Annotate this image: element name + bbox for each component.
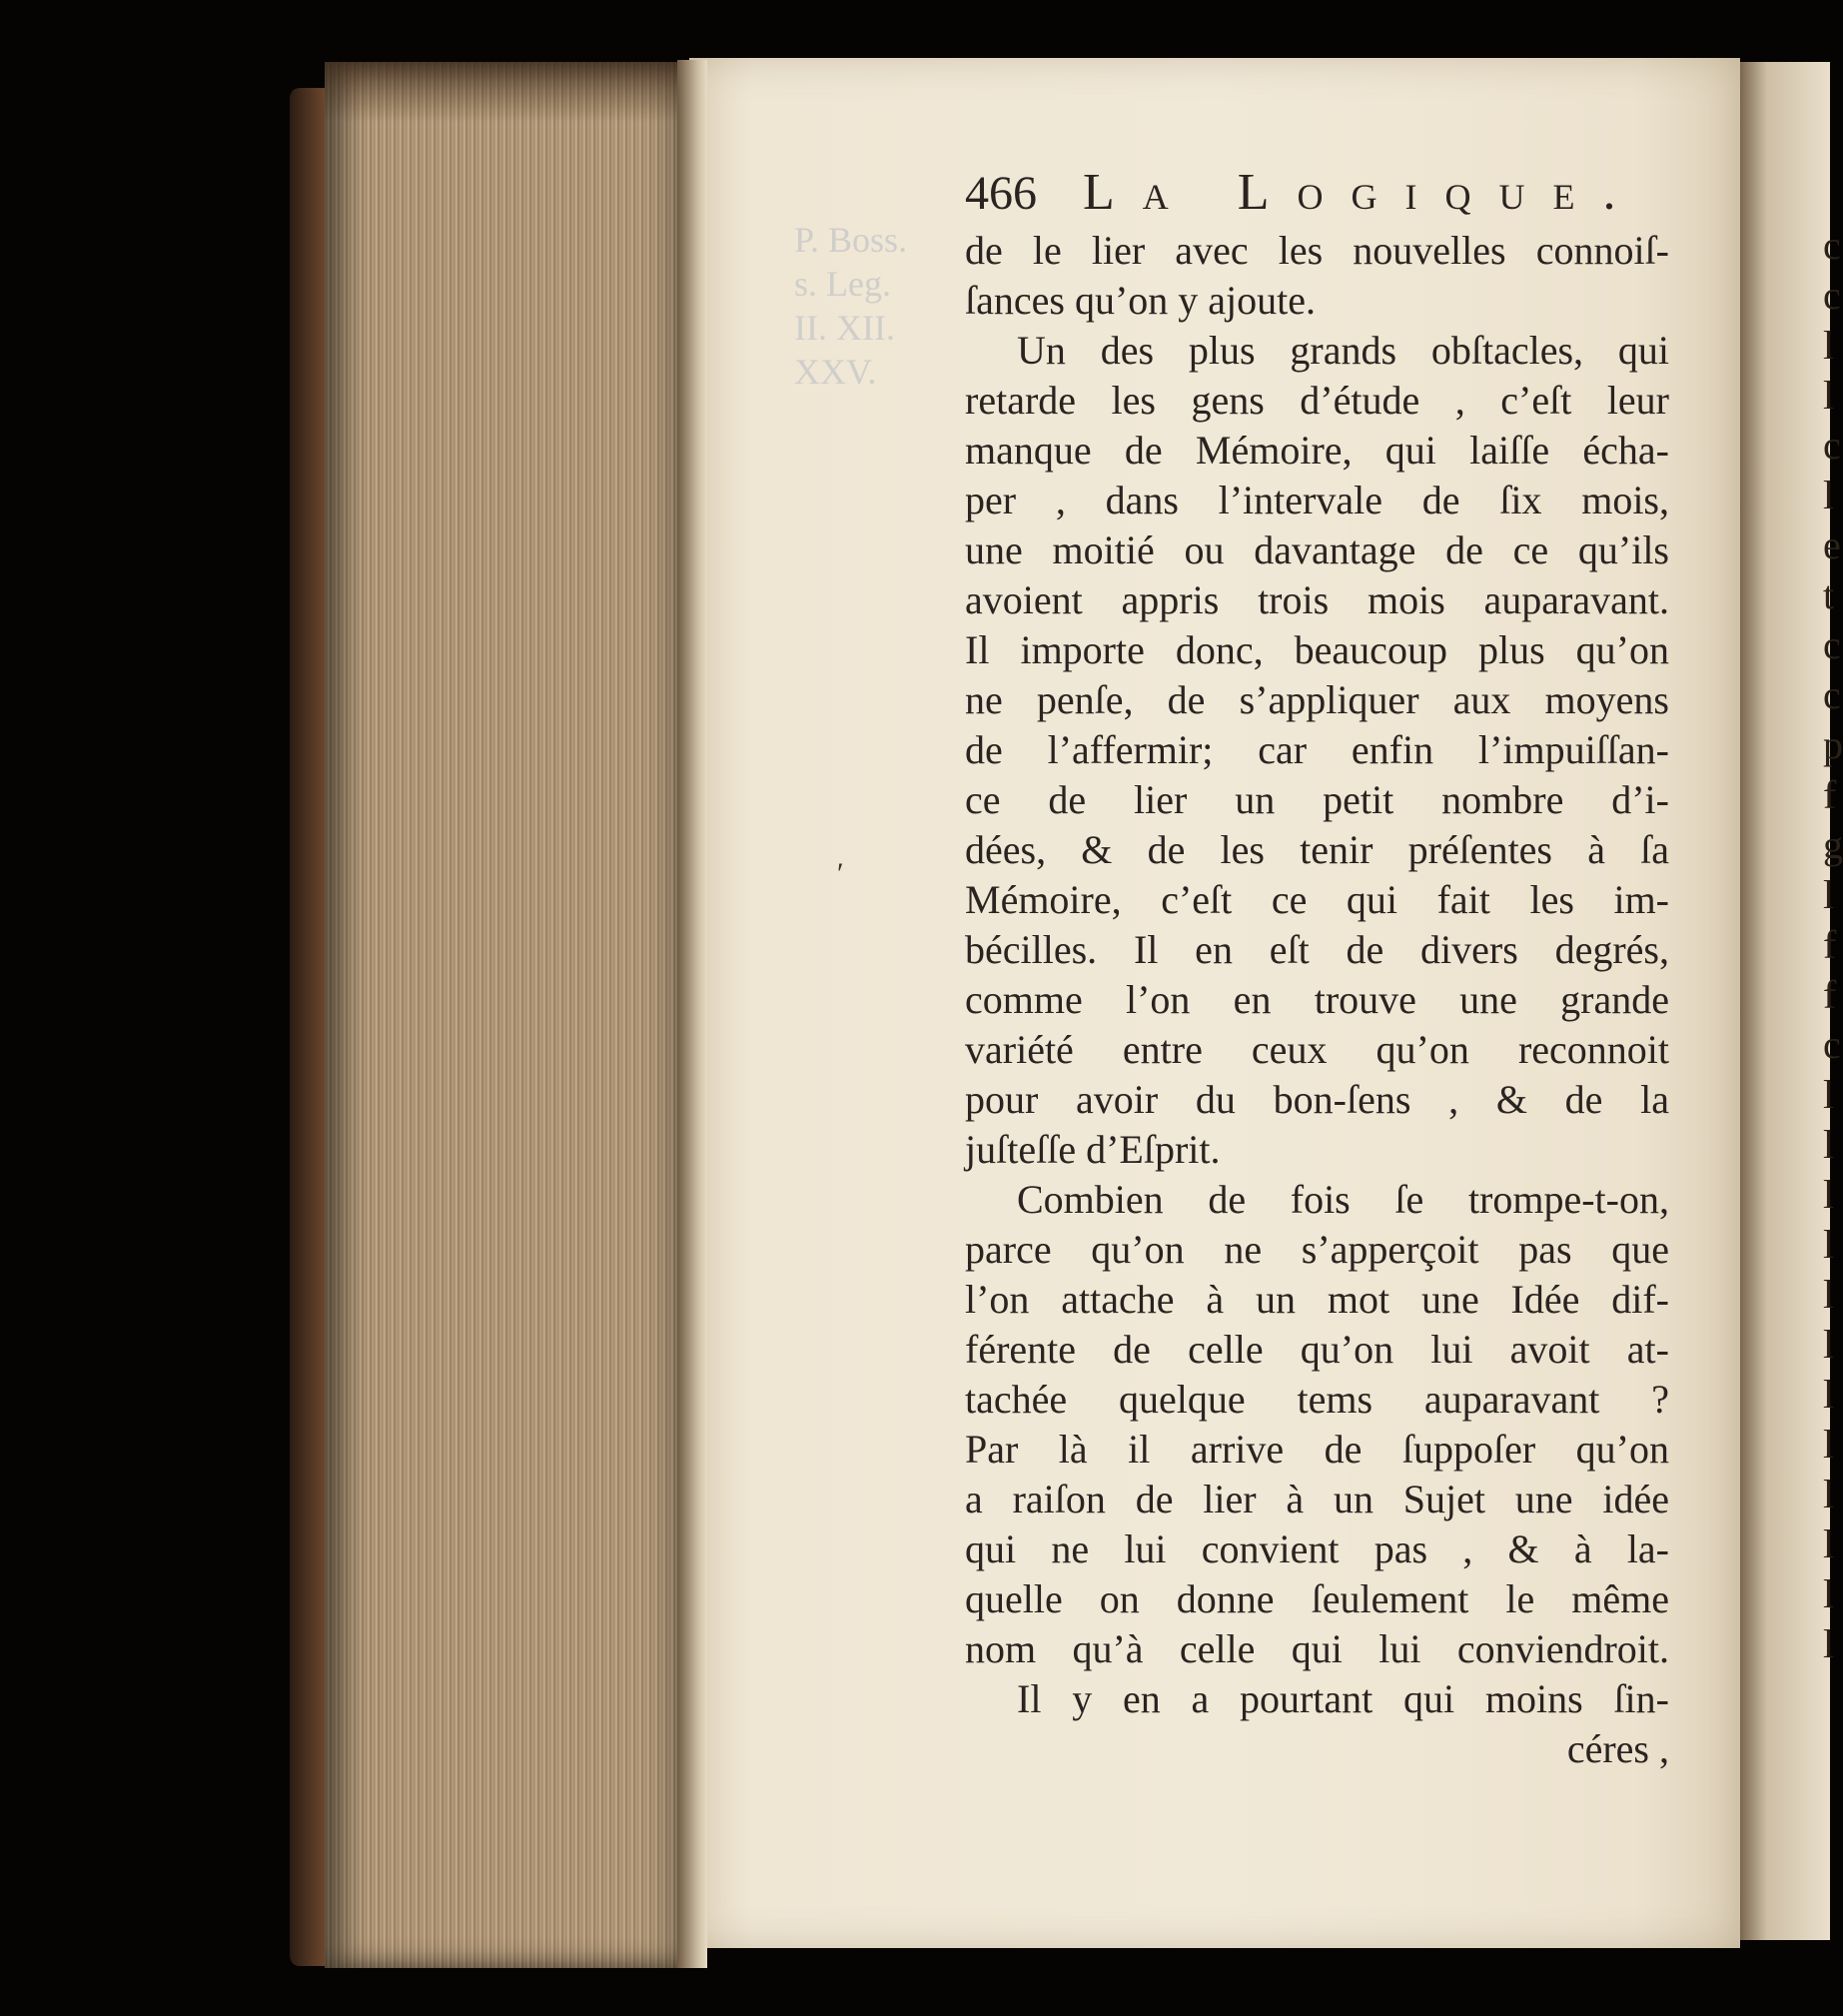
text-line: parce qu’on ne s’apperçoit pas que	[965, 1227, 1669, 1272]
text-line: Par là il arrive de ſuppoſer qu’on	[965, 1427, 1669, 1472]
stray-ink-mark: ʹ	[837, 857, 844, 890]
text-line: bécilles. Il en eſt de divers degrés,	[965, 927, 1669, 972]
text-line: ſances qu’on y ajoute.	[965, 278, 1316, 323]
right-page-letter: l	[1823, 373, 1835, 418]
running-title: La Logique.	[1083, 164, 1644, 221]
text-line: avoient appris trois mois auparavant.	[965, 577, 1669, 622]
right-page-letter: e	[1823, 522, 1841, 567]
page-text	[965, 160, 1669, 1774]
text-line: tachée quelque tems auparavant ?	[965, 1377, 1669, 1422]
text-line: de le lier avec les nouvelles connoiſ-	[965, 228, 1669, 273]
bleed-through-line: II. XII.	[794, 308, 895, 348]
page-gutter	[677, 60, 707, 1968]
right-page-letter: l	[1823, 1322, 1835, 1367]
text-line: l’on attache à un mot une Idée dif-	[965, 1277, 1669, 1322]
page-block-shadow	[325, 62, 692, 122]
right-page-letter: l	[1823, 323, 1835, 368]
body-text	[965, 226, 1669, 1724]
text-line: Combien de fois ſe trompe-t-on,	[1017, 1177, 1669, 1222]
right-page-letter: l	[1823, 1222, 1835, 1267]
page-number: 466	[965, 167, 1037, 220]
right-page-letter: l	[1823, 1272, 1835, 1317]
text-line: pour avoir du bon-ſens , & de la	[965, 1077, 1669, 1122]
right-page-letter: f	[1823, 972, 1837, 1017]
bleed-through-line: s. Leg.	[794, 264, 891, 304]
text-line: Il importe donc, beaucoup plus qu’on	[965, 627, 1669, 672]
text-line: ne penſe, de s’appliquer aux moyens	[965, 677, 1669, 722]
page-block-edges	[325, 62, 692, 1968]
text-line: retarde les gens d’étude , c’eſt leur	[965, 378, 1669, 423]
right-page-letter: g	[1823, 822, 1843, 867]
right-page-edge	[1740, 62, 1830, 1940]
text-line: per , dans l’intervale de ſix mois,	[965, 478, 1669, 522]
right-page-letter: c	[1823, 273, 1841, 318]
text-line: manque de Mémoire, qui laiſſe écha-	[965, 428, 1669, 473]
right-page-letter: l	[1823, 1172, 1835, 1217]
right-page-letter: c	[1823, 223, 1841, 268]
right-page-letter: c	[1823, 622, 1841, 667]
right-page-letter: c	[1823, 672, 1841, 717]
right-page-letter: c	[1823, 1022, 1841, 1067]
running-head	[965, 160, 1669, 226]
text-line: quelle on donne ſeulement le même	[965, 1576, 1669, 1621]
text-line: comme l’on en trouve une grande	[965, 977, 1669, 1022]
text-line: dées, & de les tenir préſentes à ſa	[965, 827, 1669, 872]
right-page-letter: p	[1823, 722, 1843, 767]
text-line: de l’affermir; car enfin l’impuiſſan-	[965, 727, 1669, 772]
right-page-letter: f	[1823, 772, 1837, 817]
right-page-letter: l	[1823, 1072, 1835, 1117]
bleed-through-line: P. Boss.	[794, 220, 908, 260]
right-page-letter: l	[1823, 1122, 1835, 1167]
right-page-letter: l	[1823, 1422, 1835, 1467]
right-page-letter: l	[1823, 1621, 1835, 1666]
text-line: variété entre ceux qu’on reconnoit	[965, 1027, 1669, 1072]
right-page-letter: l	[1823, 1521, 1835, 1566]
text-line: juſteſſe d’Eſprit.	[965, 1127, 1221, 1172]
right-page-letter: l	[1823, 1571, 1835, 1616]
text-line: qui ne lui convient pas , & à la-	[965, 1526, 1669, 1571]
bleed-through-line: XXV.	[794, 352, 877, 392]
text-line: nom qu’à celle qui lui conviendroit.	[965, 1626, 1669, 1671]
right-page-letter: c	[1823, 423, 1841, 468]
right-page-letter: l	[1823, 872, 1835, 917]
catchword: céres ,	[1566, 1726, 1669, 1771]
text-line: ce de lier un petit nombre d’i-	[965, 777, 1669, 822]
text-line: a raiſon de lier à un Sujet une idée	[965, 1477, 1669, 1521]
right-page-letter: t	[1823, 572, 1835, 617]
text-line: une moitié ou davantage de ce qu’ils	[965, 527, 1669, 572]
right-page-letter: l	[1823, 1472, 1835, 1516]
text-line: Un des plus grands obſtacles, qui	[1017, 328, 1669, 373]
text-line: Il y en a pourtant qui moins ſin-	[1017, 1676, 1669, 1721]
right-page-letter: l	[1823, 1372, 1835, 1417]
text-line: Mémoire, c’eſt ce qui fait les im-	[965, 877, 1669, 922]
right-page-letter: l	[1823, 473, 1835, 517]
text-line: férente de celle qu’on lui avoit at-	[965, 1327, 1669, 1372]
bleed-through-note	[794, 218, 944, 394]
right-page-letter: f	[1823, 922, 1837, 967]
